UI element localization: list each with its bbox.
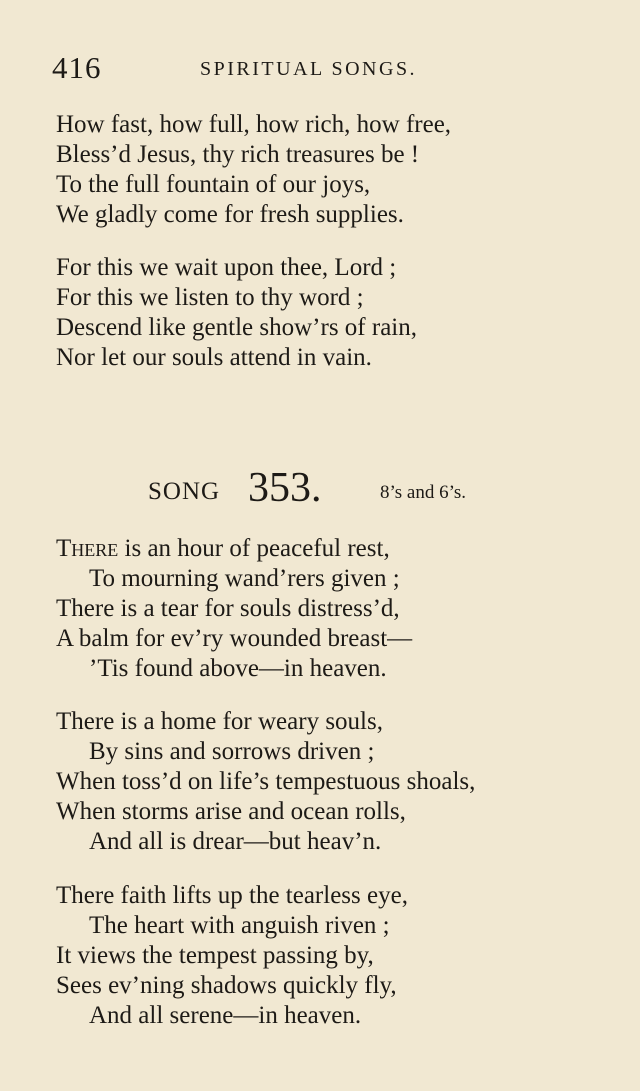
verse-line: A balm for ev’ry wounded breast— xyxy=(56,625,413,652)
song-stanza-1 xyxy=(56,534,631,684)
running-head: SPIRITUAL SONGS. xyxy=(200,58,418,80)
page-header xyxy=(52,50,612,86)
song-number: 353. xyxy=(248,465,322,511)
verse-line xyxy=(56,534,631,564)
verse-line: And all is drear—but heav’n. xyxy=(89,828,382,855)
verse-line: The heart with anguish riven ; xyxy=(89,912,390,939)
prev-song-stanza-2 xyxy=(56,253,631,373)
verse-line: How fast, how full, how rich, how free, xyxy=(56,111,452,138)
verse-line: There is a home for weary souls, xyxy=(56,708,383,735)
verse-line: Sees ev’ning shadows quickly fly, xyxy=(56,972,397,999)
verse-line: When toss’d on life’s tempestuous shoals, xyxy=(56,768,476,795)
first-word: There xyxy=(56,535,119,562)
verse-line: For this we wait upon thee, Lord ; xyxy=(56,254,397,281)
verse-line: There faith lifts up the tearless eye, xyxy=(56,882,408,909)
verse-line: Descend like gentle show’rs of rain, xyxy=(56,314,417,341)
verse-line-rest: is an hour of peaceful rest, xyxy=(118,535,390,562)
verse-line: When storms arise and ocean rolls, xyxy=(56,798,406,825)
verse-line: Nor let our souls attend in vain. xyxy=(56,344,372,371)
verse-line: To mourning wand’rers given ; xyxy=(89,565,400,592)
verse-line: To the full fountain of our joys, xyxy=(56,171,371,198)
song-meter: 8’s and 6’s. xyxy=(380,482,467,503)
verse-line: Bless’d Jesus, thy rich treasures be ! xyxy=(56,141,420,168)
verse-line: It views the tempest passing by, xyxy=(56,942,374,969)
song-stanza-2 xyxy=(56,707,631,857)
verse-line: ’Tis found above—in heaven. xyxy=(89,655,387,682)
prev-song-stanza-1 xyxy=(56,110,631,230)
song-stanza-3 xyxy=(56,881,631,1031)
verse-line: For this we listen to thy word ; xyxy=(56,284,364,311)
page-number: 416 xyxy=(52,50,102,85)
verse-line: By sins and sorrows driven ; xyxy=(89,738,375,765)
song-label: SONG xyxy=(148,478,221,505)
verse-line: We gladly come for fresh supplies. xyxy=(56,201,404,228)
song-heading xyxy=(148,464,568,512)
verse-line: There is a tear for souls distress’d, xyxy=(56,595,400,622)
verse-line: And all serene—in heaven. xyxy=(89,1002,362,1029)
